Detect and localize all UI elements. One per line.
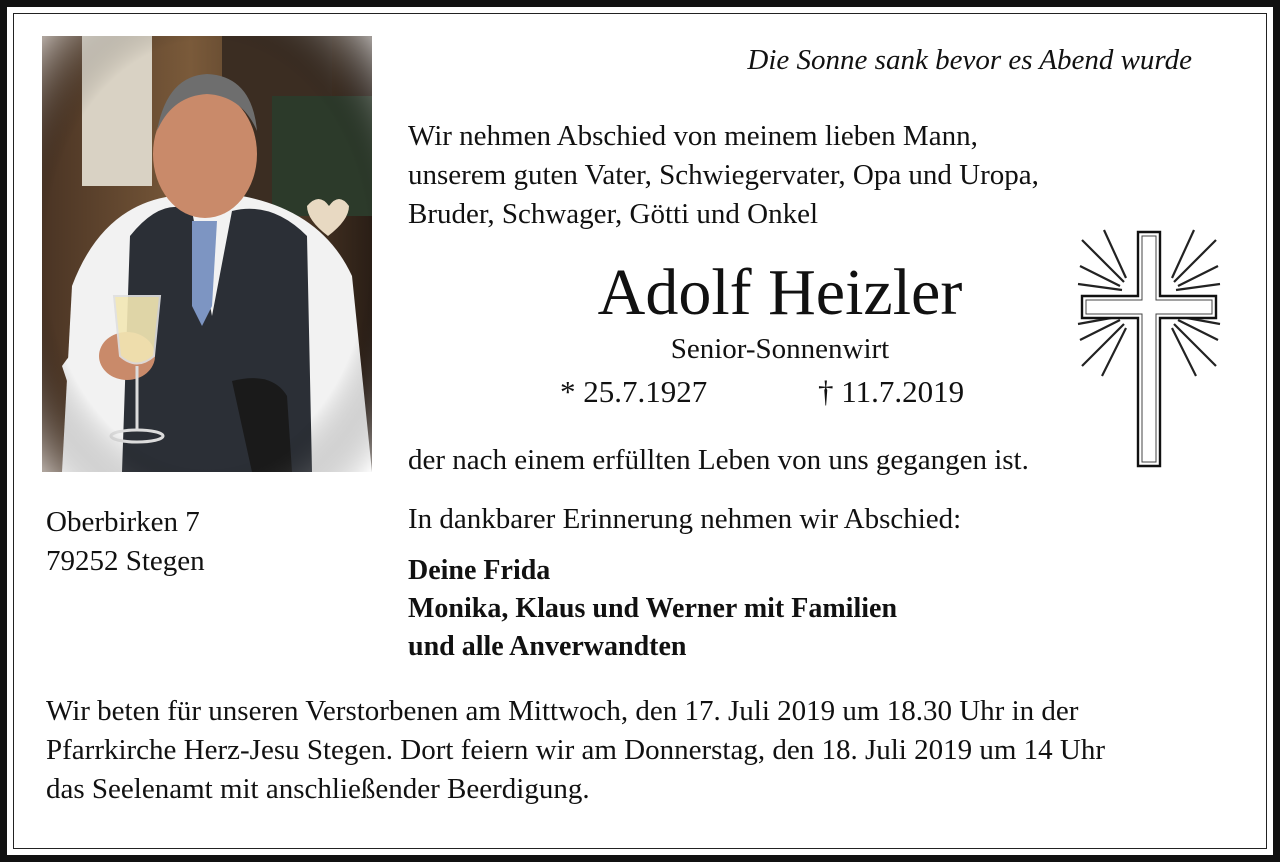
- address: [46, 503, 205, 581]
- deceased-name: Adolf Heizler: [597, 256, 963, 329]
- address-line: Oberbirken 7: [46, 506, 200, 538]
- portrait-photo: [42, 36, 372, 472]
- signer-line: Deine Frida: [408, 555, 551, 586]
- service-info: [46, 692, 1246, 809]
- passed-text: der nach einem erfüllten Leben von uns gegangen ist.: [408, 444, 1029, 476]
- signer-line: Monika, Klaus und Werner mit Familien: [408, 593, 898, 624]
- signer-line: und alle Anverwandten: [408, 631, 687, 662]
- motto: Die Sonne sank bevor es Abend wurde: [747, 44, 1192, 76]
- intro-line: Wir nehmen Abschied von meinem lieben Mann,: [408, 120, 978, 152]
- intro-line: Bruder, Schwager, Götti und Onkel: [408, 198, 819, 230]
- radiant-cross-icon: [1076, 226, 1222, 476]
- service-line: das Seelenamt mit anschließender Beerdigung.: [46, 773, 590, 805]
- intro-line: unserem guten Vater, Schwiegervater, Opa und Uropa,: [408, 159, 1039, 191]
- signers: [408, 552, 897, 666]
- death-date: † 11.7.2019: [818, 374, 965, 409]
- birth-date: * 25.7.1927: [560, 374, 708, 409]
- service-line: Pfarrkirche Herz-Jesu Stegen. Dort feiern wir am Donnerstag, den 18. Juli 2019 um 14 Uhr: [46, 734, 1106, 766]
- address-line: 79252 Stegen: [46, 545, 205, 577]
- deceased-title: Senior-Sonnenwirt: [670, 333, 890, 365]
- farewell-text: In dankbarer Erinnerung nehmen wir Abschied:: [408, 503, 962, 535]
- intro-text: [408, 117, 1039, 234]
- service-line: Wir beten für unseren Verstorbenen am Mittwoch, den 17. Juli 2019 um 18.30 Uhr in der: [46, 695, 1079, 727]
